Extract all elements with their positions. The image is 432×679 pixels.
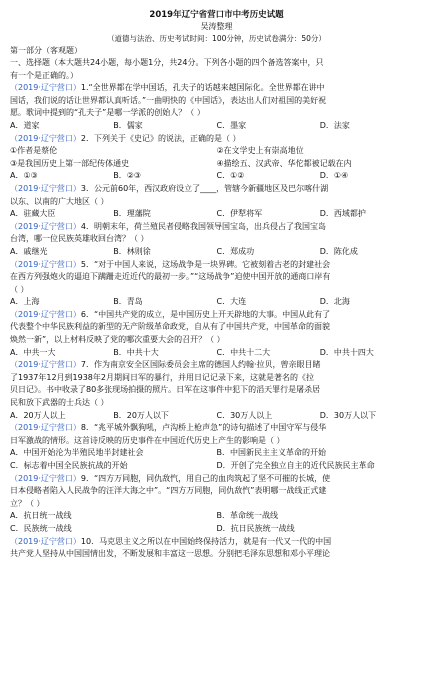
answer-options <box>10 347 423 360</box>
option-a: A．抗日统一战线 <box>10 511 72 521</box>
section-part: 第一部分（客观题） <box>10 46 82 55</box>
option-d: D．开创了完全独立自主的近代民族民主革命 <box>216 461 375 470</box>
question-text: 焕然一新”，以上材料反映了党的哪次重要大会的召开？（ ） <box>10 335 225 345</box>
source-tag: （2019·辽宁营口） <box>10 83 81 93</box>
question-text: 贝日记》。书中收录了80多张现场拍摄的照片。日军在这事件中犯下的滔天罪行是屠杀居 <box>10 385 321 395</box>
compiler-name: 吴涛整理 <box>200 22 233 31</box>
option-d: D．30万人以下 <box>319 410 377 420</box>
option-c: C．墨家 <box>216 120 247 130</box>
question-text: 愿。歌词中提到的“孔夫子”是哪一学派的创始人？（ ） <box>10 108 205 118</box>
option-d: D．北海 <box>319 297 350 307</box>
question-text: 了1937年12月到1938年2月期间日军的暴行，并用日记记录下来，这就是著名的《拉 <box>10 372 314 382</box>
source-tag: （2019·辽宁营口） <box>10 423 81 433</box>
option-d: D．①④ <box>319 171 349 181</box>
option-b: B．②③ <box>113 171 142 181</box>
question-4 <box>10 221 423 259</box>
option-c: C．郑成功 <box>216 246 255 256</box>
option-b: B．20万人以下 <box>113 410 169 420</box>
option-a: A．20万人以上 <box>10 410 66 420</box>
answer-options <box>10 170 423 183</box>
exam-note: （道德与法治、历史考试时间：100分钟，历史试卷满分：50分） <box>107 34 326 43</box>
option-c: C．①② <box>216 171 245 181</box>
option-a: A．道家 <box>10 120 40 130</box>
question-8 <box>10 422 423 472</box>
answer-options <box>10 447 423 460</box>
option-b: B．青岛 <box>113 297 143 307</box>
option-c: C．大连 <box>216 297 247 307</box>
question-3 <box>10 183 423 221</box>
question-7 <box>10 359 423 422</box>
question-text: 共产党人坚持从中国国情出发，不断发展和丰富这一思想。分别把毛泽东思想和邓小平理论 <box>10 549 330 559</box>
option-b: B．中共十大 <box>113 347 159 357</box>
question-6 <box>10 309 423 359</box>
question-2 <box>10 133 423 183</box>
option-b: B．中国新民主主义革命的开始 <box>216 448 326 458</box>
option-d: D．中共十四大 <box>319 347 374 357</box>
question-text: 台湾，哪一位民族英雄收回台湾？（ ） <box>10 234 149 244</box>
answer-options <box>10 296 423 309</box>
question-5 <box>10 259 423 309</box>
question-text: 代表整个中华民族利益的新型的无产阶级革命政党，自从有了中国共产党，中国革命的面貌 <box>10 322 330 332</box>
answer-options <box>10 410 423 423</box>
source-tag: （2019·辽宁营口） <box>10 183 81 193</box>
question-text: 9．“四方万同胞，同仇敌忾，用自己的血肉筑起了坚不可摧的长城，使 <box>80 473 331 483</box>
option-d: D．抗日民族统一战线 <box>216 523 295 533</box>
answer-options <box>10 120 423 133</box>
source-tag: （2019·辽宁营口） <box>10 473 81 483</box>
source-tag: （2019·辽宁营口） <box>10 309 81 319</box>
question-text: 日军激战的情形。这首诗反映的历史事件在中国近代历史上产生的影响是（ ） <box>10 435 285 445</box>
question-text: 在西方列强炮火的逼迫下蹒跚走近近代的最初一步。”“这场战争”迫使中国开放的通商口岸有 <box>10 272 331 282</box>
answer-options <box>10 208 423 221</box>
option-b: B．林则徐 <box>113 246 151 256</box>
statement-4: ④描绘五、汉武帝、华佗都被记载在内 <box>216 158 352 168</box>
option-a: A．①③ <box>10 171 38 181</box>
page-title: 2019年辽宁省营口市中考历史试题 <box>149 10 284 20</box>
question-text: 4．明朝末年，荷兰殖民者侵略我国领导国宝岛，出兵侵占了我国宝岛 <box>80 221 326 231</box>
question-text: 国话，我们说的话让世界都认真听话。”一曲明快的《中国话》，表达出人们对祖国的美好祝 <box>10 95 327 105</box>
option-c: C．标志着中国全民族抗战的开始 <box>10 461 128 470</box>
question-text: 10．马克思主义之所以在中国始终保持活力，就是有一代又一代的中国 <box>80 536 332 546</box>
answer-options <box>10 523 423 536</box>
option-c: C．民族统一战线 <box>10 523 72 533</box>
source-tag: （2019·辽宁营口） <box>10 259 81 269</box>
source-tag: （2019·辽宁营口） <box>10 221 81 231</box>
question-text: 8．“兆平城外飘狗吼，卢沟桥上枪声急”的诗句描述了中国守军与侵华 <box>80 423 327 433</box>
question-text: 1.“全世界都在学中国话，孔夫子的话越来越国际化。全世界都在讲中 <box>80 83 325 93</box>
option-b: B．理藩院 <box>113 209 151 219</box>
option-c: C．中共十二大 <box>216 347 271 357</box>
statement-1: ①作者是蔡伦 <box>10 146 58 156</box>
question-1 <box>10 82 423 132</box>
section-instruction: 有一个是正确的。） <box>10 70 78 80</box>
question-text: 立？（ ） <box>10 498 45 508</box>
question-text: 5．“对于中国人来说，这场战争是一块界碑。它被刻着古老的封建社会 <box>80 259 331 269</box>
question-text: 3．公元前60年，西汉政府设立了____，管辖今新疆地区及巴尔喀什湖 <box>80 183 329 193</box>
source-tag: （2019·辽宁营口） <box>10 536 81 546</box>
question-text: 以东、以南的广大地区（ ） <box>10 196 109 206</box>
option-a: A．中国开始沦为半殖民地半封建社会 <box>10 448 144 458</box>
source-tag: （2019·辽宁营口） <box>10 360 81 370</box>
option-d: D．陈化成 <box>319 246 358 256</box>
option-d: D．法家 <box>319 120 350 130</box>
option-a: A．戚继光 <box>10 246 48 256</box>
source-tag: （2019·辽宁营口） <box>10 133 81 143</box>
option-b: B．革命统一战线 <box>216 511 278 521</box>
question-10 <box>10 536 423 561</box>
question-text: 7．作为南京安全区国际委员会主席的德国人约翰·拉贝，曾亲眼目睹 <box>80 360 321 370</box>
question-text: （ ） <box>10 284 29 294</box>
option-c: C．30万人以上 <box>216 410 273 420</box>
answer-options <box>10 246 423 259</box>
statement-3: ③是我国历史上第一部纪传体通史 <box>10 158 130 168</box>
statement-list <box>10 145 423 158</box>
option-b: B．儒家 <box>113 120 143 130</box>
question-text: 日本侵略者陷入人民战争的汪洋大海之中”。“四方万同胞，同仇敌忾”表明哪一战线正式建 <box>10 486 327 496</box>
question-text: 民和放下武器的士兵达（ ） <box>10 398 109 408</box>
statement-2: ②在文学史上有崇高地位 <box>216 146 304 156</box>
answer-options <box>10 510 423 523</box>
question-text: 6．“中国共产党的成立，是中国历史上开天辟地的大事。中国从此有了 <box>80 309 331 319</box>
option-a: A．驻藏大臣 <box>10 209 56 219</box>
statement-list <box>10 158 423 171</box>
option-a: A．上海 <box>10 297 40 307</box>
question-9 <box>10 473 423 536</box>
section-instruction: 一、选择题（本大题共24小题，每小题1分，共24分。下列各小题的四个备选答案中，只 <box>10 58 324 67</box>
option-d: D．西域都护 <box>319 209 366 219</box>
answer-options <box>10 460 423 473</box>
option-c: C．伊犁将军 <box>216 209 263 219</box>
option-a: A．中共一大 <box>10 347 56 357</box>
question-text: 2．下列关于《史记》的说法，正确的是（ ） <box>80 133 241 143</box>
